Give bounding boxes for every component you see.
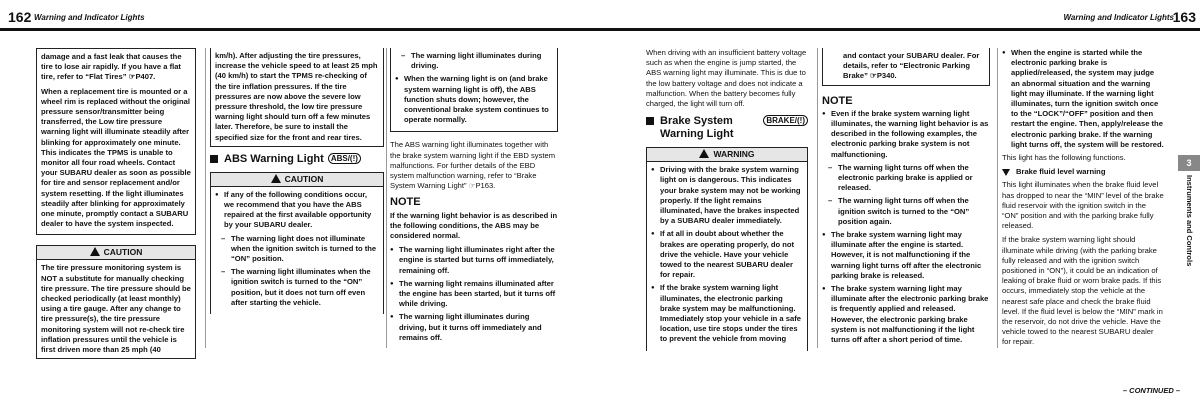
note-bullet-2: ● The brake system warning light may illuminate after the engine is started. However, it is not malfunctioning if the warning light turns off after the electronic parking brake is released. <box>822 230 990 281</box>
note-dash-2: – The warning light turns off when the ignition switch is turned to the “ON” position again. <box>828 196 970 226</box>
left-col-3 <box>390 48 558 346</box>
brake-section-title: Brake System Warning Light <box>660 115 734 141</box>
abs-warning-icon: ABS/(!) <box>328 153 361 164</box>
left-col-2 <box>210 48 384 314</box>
note-heading: NOTE <box>822 94 853 107</box>
caution-label: CAUTION <box>103 247 143 258</box>
abs-caution-continued <box>390 48 558 132</box>
caution-header <box>36 245 196 260</box>
abs-caution-box <box>210 187 384 314</box>
note-bullet-3: ● The brake system warning light may illuminate after the electronic parking brake is frequently applied and released. However, the electronic parking brake system is not malfunctioning if the light turns off after a short period of time. <box>822 284 990 345</box>
contact-dealer-text: and contact your SUBARU dealer. For details, refer to “Electronic Parking Brake” ☞P340. <box>843 51 980 81</box>
right-page-title: Warning and Indicator Lights <box>1063 13 1174 22</box>
brake-warning-continued <box>822 48 990 86</box>
right-page-header <box>600 9 1200 31</box>
brake-warning-box <box>646 162 808 350</box>
note-bullet-1: ● The warning light illuminates right after the engine is started but turns off immediately, remaining off. <box>390 245 558 276</box>
left-page-title: Warning and Indicator Lights <box>34 13 145 22</box>
abs-section-title: ABS Warning Light <box>224 152 324 165</box>
functions-paragraph: This light has the following functions. <box>1002 153 1126 163</box>
tpms-caution-box <box>36 260 196 359</box>
caution-label: CAUTION <box>284 173 324 184</box>
warning-header <box>646 147 808 162</box>
abs-section-heading <box>210 153 384 166</box>
fluid-level-title: Brake fluid level warning <box>1016 167 1106 177</box>
warning-continuation-box <box>36 48 196 235</box>
section-square-icon <box>646 117 654 125</box>
down-triangle-icon <box>1002 169 1010 176</box>
battery-voltage-paragraph: When driving with an insufficient battery voltage such as when the engine is jump started, the ABS warning light may illuminate. This is due to the low battery voltage and does not indicate a malfunction. When the battery becomes fully charged, the light will turn off. <box>646 48 807 109</box>
abs-caution-dash-1: – The warning light does not illuminate when the ignition switch is turned to the “ON” position. <box>221 233 377 264</box>
note-intro: If the warning light behavior is as described in the following conditions, the ABS may be considered normal. <box>390 210 558 241</box>
brake-warning-bullet-3: ● If the brake system warning light illuminates, the electronic parking brake system may be malfunctioning. Immediately stop your vehicle in a safe location, use tire stops under the tires to prevent the vehicle from moving <box>651 283 803 344</box>
fluid-level-paragraph-1: This light illuminates when the brake fluid level has dropped to near the “MIN” level of the brake fluid reservoir with the ignition switch in the “ON” position and with the parking brake fully released. <box>1002 180 1164 231</box>
abs-caution-header <box>210 172 384 187</box>
abs-caution-dash-2: – The warning light illuminates when the ignition switch is turned to the “ON” position, but it does not turn off even after starting the vehicle. <box>221 267 371 307</box>
note-dash-1: – The warning light turns off when the electronic parking brake is applied or released. <box>828 162 973 193</box>
continued-marker: – CONTINUED – <box>1122 386 1180 395</box>
caution-triangle-icon <box>271 174 281 183</box>
abs-caution-bullet: ● If any of the following conditions occur, we recommend that you have the ABS repaired at the first available opportunity by your SUBARU dealer. <box>215 190 379 231</box>
section-square-icon <box>210 155 218 163</box>
brake-warning-bullet-1: ● Driving with the brake system warning light on is dangerous. This indicates your brake system may not be working properly. If the light remains illuminated, have the brakes inspected by a SUBARU dealer immediately. <box>651 165 803 226</box>
right-col-3 <box>1002 48 1164 352</box>
brake-section-heading <box>646 115 808 141</box>
left-page-number: 162 <box>8 9 32 25</box>
warning-label: WARNING <box>713 149 755 160</box>
tpms-caution-continued <box>210 48 384 147</box>
note-heading: NOTE <box>390 196 421 209</box>
right-page-number: 163 <box>1172 9 1196 25</box>
abs-shutdown-bullet: ● When the warning light is on (and brake system warning light is off), the ABS function shuts down; however, the conventional brake system continues to operate normally. <box>395 74 553 125</box>
header-rule <box>0 28 600 31</box>
note-bullet-2: ● The warning light remains illuminated after the engine has been started, but it turns off while driving. <box>390 279 558 310</box>
ebd-paragraph: The ABS warning light illuminates together with the brake system warning light if the EBD system malfunctions. For further details of the EBD system malfunction warning, refer to “Brake System Warning Light” ☞P163. <box>390 140 556 191</box>
right-col-1 <box>646 48 808 351</box>
column-divider <box>205 48 206 348</box>
right-page <box>600 0 1200 402</box>
tpms-continued-text: km/h). After adjusting the tire pressures, increase the vehicle speed to at least 25 mph (40 km/h) to start the TPMS re-checking of the tire inflation pressures. If the tire pressures are now above the severe low pressure threshold, the low tire pressure warning light should turn off a few minutes later. Therefore, be sure to install the specified size for the front and rear tires. <box>215 51 378 142</box>
column-divider <box>997 48 998 348</box>
right-col-2 <box>822 48 990 348</box>
flat-tire-text: damage and a fast leak that causes the tire to lose air rapidly. If you have a flat tire, refer to “Flat Tires” ☞P407. <box>41 52 182 82</box>
note-bullet-3: ● The warning light illuminates during driving, but it turns off immediately and remains off. <box>390 312 558 343</box>
brake-warning-icon: BRAKE/(!) <box>763 115 808 126</box>
engine-start-bullet: ● When the engine is started while the electronic parking brake is applied/released, the system may judge an abnormal situation and the warning light may illuminate. If the warning light illuminates, turn the ignition switch once to the “LOCK”/“OFF” position and then restart the engine. Then, apply/release the electronic parking brake. If the warning light turns off, the system will be restored. <box>1002 48 1164 150</box>
tpms-caution-text: The tire pressure monitoring system is NOT a substitute for manually checking tire pressure. The tire pressure should be checked periodically (at least monthly) using a tire gauge. After any change to tire pressure(s), the tire pressure monitoring system will not re-check tire inflation pressures until the vehicle is first driven more than 25 mph (40 <box>41 263 191 355</box>
left-page-header <box>0 9 600 31</box>
column-divider <box>386 48 387 348</box>
note-bullet-1: ● Even if the brake system warning light illuminates, the warning light behavior is as described in the following examples, the electronic parking brake system is not malfunctioning. <box>822 109 990 160</box>
chapter-tab: 3 <box>1178 155 1200 171</box>
header-rule <box>600 28 1200 31</box>
fluid-level-paragraph-2: If the brake system warning light should illuminate while driving (with the parking brake fully released and with the ignition switch positioned in “ON”), it could be an indication of leaking of brake fluid or worn brake pads. If this occurs, immediately stop the vehicle at the nearest safe place and check the brake fluid level. If the fluid level is below the “MIN” mark in the reservoir, do not drive the vehicle. Have the vehicle towed to the nearest SUBARU dealer for repair. <box>1002 235 1163 347</box>
warning-triangle-icon <box>699 149 709 158</box>
chapter-label: Instruments and Controls <box>1185 175 1194 267</box>
caution-triangle-icon <box>90 247 100 256</box>
replacement-tire-text: When a replacement tire is mounted or a wheel rim is replaced without the original pressure sensor/transmitter being transferred, the Low tire pressure warning light will illuminate steadily after blinking for approximately one minute. This indicates the TPMS is unable to monitor all four road wheels. Contact your SUBARU dealer as soon as possible for tire and sensor replacement and/or system resetting. If the light illuminates steadily after blinking for approximately one minute, promptly contact a SUBARU dealer to have the system inspected. <box>41 86 191 229</box>
abs-caution-dash-3: – The warning light illuminates during driving. <box>401 51 542 71</box>
fluid-level-subheading <box>1002 167 1164 177</box>
column-divider <box>817 48 818 348</box>
left-col-1 <box>36 48 196 359</box>
brake-warning-bullet-2: ● If at all in doubt about whether the brakes are operating properly, do not drive the vehicle. Have your vehicle towed to the nearest SUBARU dealer for repair. <box>651 229 803 280</box>
